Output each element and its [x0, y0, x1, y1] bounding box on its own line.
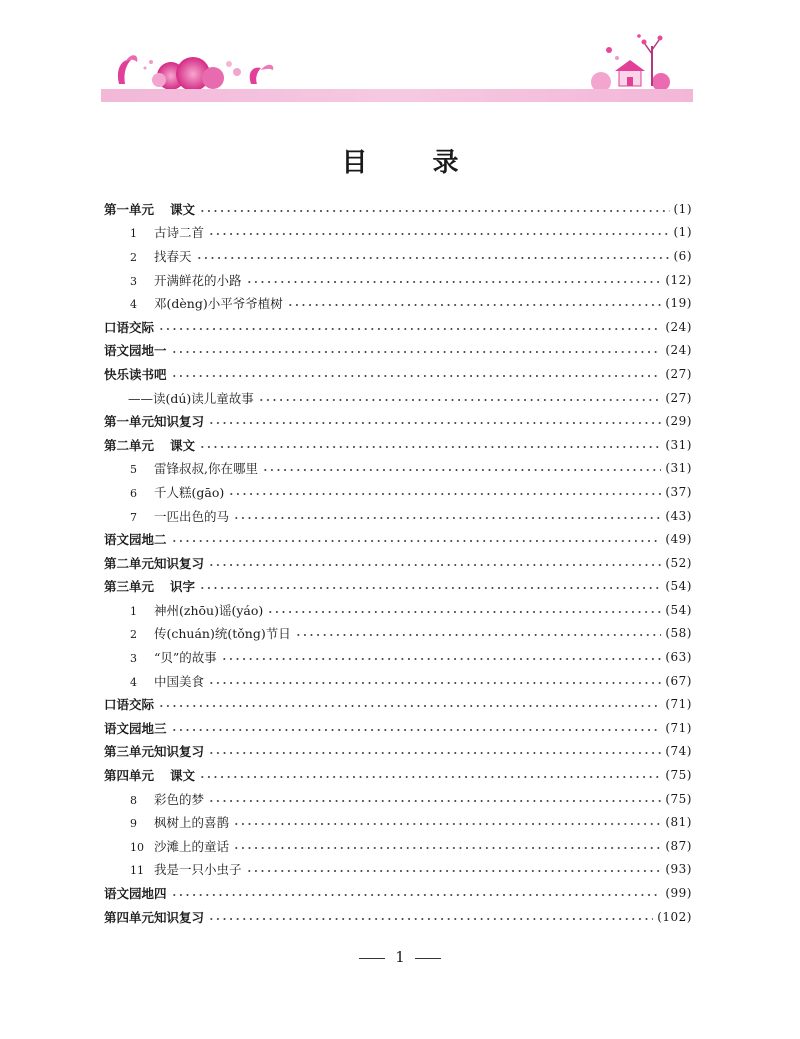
toc-page-number: (67) — [665, 673, 692, 688]
page-footer — [0, 948, 800, 966]
toc-unit-row[interactable] — [104, 551, 692, 575]
toc-entry-label — [104, 365, 167, 383]
toc-entry-label — [104, 577, 195, 595]
toc-entry-number: 2 — [130, 628, 137, 642]
toc-lesson-row[interactable] — [104, 291, 692, 315]
toc-entry-number: 1 — [130, 227, 137, 241]
header-decoration — [101, 28, 693, 102]
page-number: 1 — [395, 948, 405, 966]
toc-entry-title: 语文园地一 — [104, 343, 167, 359]
toc-unit-row[interactable] — [104, 881, 692, 905]
toc-page-number: (71) — [665, 720, 692, 735]
toc-entry-title: 第四单元 — [104, 768, 155, 784]
dot-leader — [171, 540, 662, 542]
toc-entry-label — [130, 624, 291, 642]
dot-leader — [233, 823, 661, 825]
toc-page-number: (102) — [657, 909, 692, 924]
toc-page-number: (6) — [673, 248, 692, 263]
toc-entry-label — [104, 530, 167, 548]
toc-lesson-row[interactable] — [104, 622, 692, 646]
dot-leader — [208, 422, 661, 424]
toc-page-number: (63) — [665, 650, 692, 665]
toc-page-number: (37) — [665, 484, 692, 499]
dot-leader — [295, 634, 662, 636]
toc-page-number: (31) — [665, 437, 692, 452]
dot-leader — [267, 611, 661, 613]
toc-entry-number: 9 — [130, 817, 137, 831]
toc-unit-row[interactable] — [104, 905, 692, 929]
toc-entry-title: 第三单元知识复习 — [104, 744, 205, 760]
toc-entry-label — [130, 223, 204, 241]
toc-page-number: (54) — [665, 602, 692, 617]
toc-page-number: (99) — [665, 886, 692, 901]
toc-entry-label — [130, 601, 263, 619]
toc-page-number: (27) — [665, 366, 692, 381]
toc-page-number: (24) — [665, 319, 692, 334]
toc-entry-label — [130, 860, 242, 878]
toc-unit-row[interactable] — [104, 575, 692, 599]
toc-entry-label — [130, 507, 229, 525]
toc-entry-title: 枫树上的喜鹊 — [154, 815, 230, 831]
toc-page-number: (27) — [665, 390, 692, 405]
toc-entry-title: 第三单元 — [104, 579, 155, 595]
dot-leader — [158, 705, 661, 707]
toc-entry-title: 第一单元知识复习 — [104, 414, 205, 430]
dot-leader — [196, 257, 670, 259]
toc-page-number: (19) — [665, 296, 692, 311]
toc-entry-label — [130, 247, 192, 265]
toc-entry-subtitle: 识字 — [170, 579, 196, 595]
toc-entry-title: 第一单元 — [104, 201, 155, 217]
toc-entry-title: 开满鲜花的小路 — [154, 272, 242, 288]
toc-lesson-row[interactable] — [104, 645, 692, 669]
toc-page-number: (81) — [665, 815, 692, 830]
toc-entry-label — [130, 813, 229, 831]
toc-unit-row[interactable] — [104, 433, 692, 457]
toc-lesson-row[interactable] — [104, 504, 692, 528]
toc-lesson-row[interactable] — [104, 480, 692, 504]
toc-lesson-row[interactable] — [104, 386, 692, 410]
toc-entry-title: 彩色的梦 — [154, 791, 205, 807]
toc-entry-label — [104, 200, 195, 218]
toc-unit-row[interactable] — [104, 409, 692, 433]
toc-page-number: (54) — [665, 579, 692, 594]
dot-leader — [233, 517, 661, 519]
toc-entry-title: 找春天 — [154, 248, 192, 264]
toc-page-number: (31) — [665, 461, 692, 476]
toc-page-number: (24) — [665, 343, 692, 358]
toc-entry-label — [104, 554, 204, 572]
toc-entry-number: 6 — [130, 486, 137, 500]
toc-entry-label — [104, 884, 167, 902]
toc-entry-title: 神州(zhōu)谣(yáo) — [154, 602, 264, 618]
toc-entry-label — [104, 318, 154, 336]
toc-unit-row[interactable] — [104, 740, 692, 764]
dot-leader — [199, 587, 661, 589]
toc-entry-label — [104, 908, 204, 926]
dot-leader — [246, 281, 662, 283]
toc-entry-title: “贝”的故事 — [154, 650, 217, 666]
toc-lesson-row[interactable] — [104, 858, 692, 882]
toc-page-number: (75) — [665, 791, 692, 806]
toc-entry-number: 4 — [130, 298, 137, 312]
toc-entry-title: 语文园地三 — [104, 720, 167, 736]
dot-leader — [199, 446, 661, 448]
toc-page-number: (74) — [665, 744, 692, 759]
toc-page-number: (71) — [665, 697, 692, 712]
toc-entry-title: 快乐读书吧 — [104, 366, 167, 382]
toc-entry-title: 语文园地四 — [104, 886, 167, 902]
toc-entry-label — [130, 837, 229, 855]
toc-lesson-row[interactable] — [104, 834, 692, 858]
toc-entry-subtitle: 课文 — [170, 768, 196, 784]
toc-entry-title: 古诗二首 — [154, 225, 205, 241]
toc-entry-label — [104, 719, 167, 737]
dot-leader — [158, 328, 661, 330]
toc-page-number: (12) — [665, 272, 692, 287]
toc-entry-title: 邓(dèng)小平爷爷植树 — [154, 296, 283, 312]
toc-entry-label — [104, 341, 167, 359]
toc-unit-row[interactable] — [104, 339, 692, 363]
toc-entry-label — [104, 436, 195, 454]
toc-entry-label — [104, 412, 204, 430]
toc-entry-label — [130, 648, 217, 666]
toc-entry-title: 第二单元知识复习 — [104, 555, 205, 571]
toc-entry-label — [130, 459, 258, 477]
dot-leader — [208, 918, 653, 920]
toc-entry-title: 口语交际 — [104, 319, 155, 335]
toc-entry-title: 沙滩上的童话 — [154, 838, 230, 854]
toc-entry-label — [104, 742, 204, 760]
dot-leader — [171, 729, 662, 731]
toc-page-number: (49) — [665, 532, 692, 547]
toc-entry-number: 4 — [130, 675, 137, 689]
toc-entry-title: 传(chuán)统(tǒng)节日 — [154, 626, 291, 642]
decorative-banner-icon — [101, 28, 693, 90]
toc-entry-number: 3 — [130, 274, 137, 288]
toc-entry-title: 雷锋叔叔,你在哪里 — [154, 461, 258, 477]
dot-leader — [246, 870, 662, 872]
toc-entry-title: 千人糕(gāo) — [154, 484, 225, 500]
toc-lesson-row[interactable] — [104, 787, 692, 811]
toc-entry-title: 我是一只小虫子 — [154, 862, 242, 878]
toc-lesson-row[interactable] — [104, 221, 692, 245]
toc-unit-row[interactable] — [104, 197, 692, 221]
dot-leader — [208, 564, 661, 566]
toc-unit-row[interactable] — [104, 527, 692, 551]
toc-page-number: (43) — [665, 508, 692, 523]
toc-page-number: (93) — [665, 862, 692, 877]
dot-leader — [171, 894, 662, 896]
dot-leader — [208, 682, 661, 684]
toc-page-number: (58) — [665, 626, 692, 641]
toc-entry-subtitle: 课文 — [170, 437, 196, 453]
toc-entry-title: 一匹出色的马 — [154, 508, 230, 524]
toc-lesson-row[interactable] — [104, 669, 692, 693]
dot-leader — [208, 800, 661, 802]
dot-leader — [233, 847, 661, 849]
toc-page-number: (1) — [673, 225, 692, 240]
toc-entry-label — [104, 695, 154, 713]
table-of-contents — [104, 197, 692, 928]
toc-unit-row[interactable] — [104, 362, 692, 386]
toc-entry-label — [130, 483, 224, 501]
header-pink-band — [101, 89, 693, 102]
toc-lesson-row[interactable] — [104, 457, 692, 481]
dot-leader — [171, 375, 662, 377]
toc-entry-label — [104, 766, 195, 784]
dot-leader — [287, 304, 662, 306]
dot-leader — [221, 658, 662, 660]
toc-unit-row[interactable] — [104, 692, 692, 716]
toc-entry-label — [130, 294, 283, 312]
toc-entry-title: 中国美食 — [154, 673, 205, 689]
toc-unit-row[interactable] — [104, 716, 692, 740]
dot-leader — [171, 351, 662, 353]
toc-page-number: (87) — [665, 838, 692, 853]
toc-entry-number: 3 — [130, 652, 137, 666]
toc-lesson-row[interactable] — [104, 244, 692, 268]
dot-leader — [262, 469, 661, 471]
toc-entry-number: 5 — [130, 463, 137, 477]
dot-leader — [208, 752, 661, 754]
dot-leader — [199, 210, 669, 212]
dot-leader — [258, 399, 662, 401]
toc-page-number: (52) — [665, 555, 692, 570]
toc-entry-number: 1 — [130, 604, 137, 618]
dot-leader — [199, 776, 661, 778]
toc-entry-subtitle: 课文 — [170, 201, 196, 217]
toc-entry-number: 7 — [130, 510, 137, 524]
toc-entry-title: 第四单元知识复习 — [104, 909, 205, 925]
toc-page-number: (29) — [665, 414, 692, 429]
toc-entry-title: 语文园地二 — [104, 532, 167, 548]
toc-page-number: (75) — [665, 768, 692, 783]
toc-entry-label — [130, 790, 204, 808]
toc-entry-label — [130, 271, 242, 289]
toc-unit-row[interactable] — [104, 763, 692, 787]
toc-unit-row[interactable] — [104, 315, 692, 339]
toc-entry-number: 2 — [130, 250, 137, 264]
footer-dash-left — [359, 958, 385, 959]
toc-entry-label — [130, 672, 204, 690]
toc-lesson-row[interactable] — [104, 268, 692, 292]
toc-lesson-row[interactable] — [104, 598, 692, 622]
toc-entry-title: 口语交际 — [104, 697, 155, 713]
toc-entry-number: 10 — [130, 840, 144, 854]
toc-lesson-row[interactable] — [104, 810, 692, 834]
toc-entry-label — [128, 389, 254, 407]
toc-page-number: (1) — [673, 201, 692, 216]
toc-entry-number: 11 — [130, 864, 144, 878]
dot-leader — [228, 493, 661, 495]
dot-leader — [208, 233, 669, 235]
toc-entry-title: ——读(dú)读儿童故事 — [128, 390, 254, 406]
footer-dash-right — [415, 958, 441, 959]
page-title: 目 录 — [341, 148, 487, 178]
toc-entry-title: 第二单元 — [104, 437, 155, 453]
toc-entry-number: 8 — [130, 793, 137, 807]
